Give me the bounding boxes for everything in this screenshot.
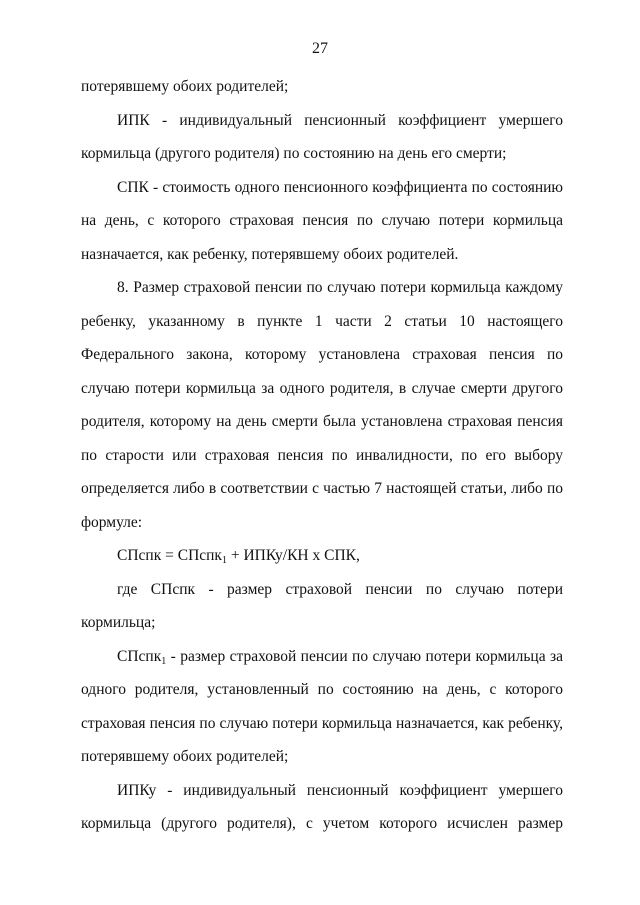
paragraph-continuation: потерявшему обоих родителей; [81,78,289,95]
formula-part-b: + ИПКу/КН х СПК, [226,547,360,564]
paragraph-where-spspk: где СПспк - размер страховой пенсии по случаю потери кормильца; [81,580,563,631]
formula-subscript: 1 [221,555,227,566]
paragraph-spspk1 [81,640,563,774]
paragraph-spk-line1: СПК - стоимость одного пенсионного коэффициента по состоянию [117,178,563,196]
paragraph-ipk-rest: кормильца (другого родителя) по состоянию на день его смерти; [81,145,507,162]
page-number: 27 [312,40,328,57]
paragraph-ipku-rest: кормильца (другого родителя), с учетом которого исчислен размер [81,815,563,832]
paragraph-spk-rest: на день, с которого страховая пенсия по случаю потери кормильца назначается, как ребенку, потерявшему обоих родителей. [81,212,563,263]
paragraph-ipku-line1: ИПКу - индивидуальный пенсионный коэффициент умершего [117,781,563,799]
spspk1-subscript: 1 [161,655,167,667]
document-body [81,70,563,841]
paragraph-ipk-line1: ИПК - индивидуальный пенсионный коэффициент умершего [117,111,563,129]
formula-part-a: СПспк = СПспк [117,547,222,564]
formula [81,539,563,573]
spspk1-text: - размер страховой пенсии по случаю потери кормильца за одного родителя, установленный по состоянию на день, с которого страховая пенсия по случаю потери кормильца назначается, как ребенку, потерявшему обоих родителей; [81,647,563,765]
paragraph-item-8: 8. Размер страховой пенсии по случаю потери кормильца каждому ребенку, указанному в пункте 1 части 2 статьи 10 настоящего Федерального закона, которому установлена страховая пенсия по случаю потери кормильца за одного родителя, в случае смерти другого родителя, которому на день смерти была установлена страховая пенсия по старости или страховая пенсия по инвалидности, по его выбору определяется либо в соответствии с частью 7 настоящей статьи, либо по формуле: [81,279,563,531]
spspk1-label: СПспк [117,647,162,665]
